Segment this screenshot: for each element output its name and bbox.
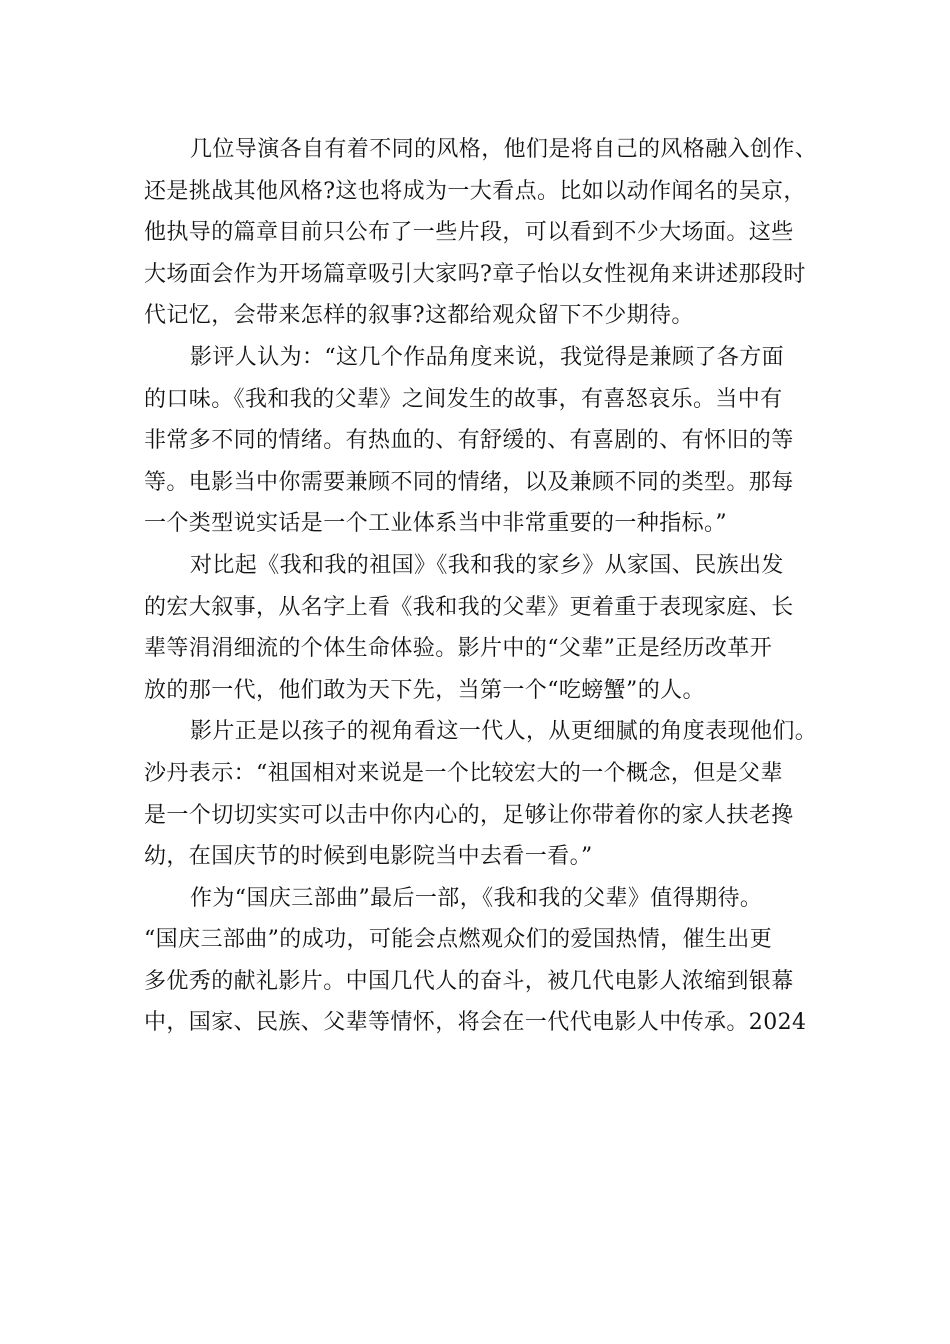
text-line: 中，国家、民族、父辈等情怀，将会在一代代电影人中传承。2024 bbox=[144, 1010, 807, 1036]
text-line: 多优秀的献礼影片。中国几代人的奋斗，被几代电影人浓缩到银幕 bbox=[144, 968, 794, 994]
text-line: 他执导的篇章目前只公布了一些片段，可以看到不少大场面。这些 bbox=[144, 220, 794, 246]
text-line: 幼，在国庆节的时候到电影院当中去看一看。” bbox=[144, 844, 593, 870]
paragraph-first-line: 作为“国庆三部曲”最后一部，《我和我的父辈》值得期待。 bbox=[190, 885, 763, 911]
paragraph-first-line: 影片正是以孩子的视角看这一代人，从更细腻的角度表现他们。 bbox=[190, 719, 818, 745]
text-line: 的宏大叙事，从名字上看《我和我的父辈》更着重于表现家庭、长 bbox=[144, 594, 794, 620]
article-body bbox=[144, 129, 824, 1044]
text-line: 非常多不同的情绪。有热血的、有舒缓的、有喜剧的、有怀旧的等 bbox=[144, 428, 794, 454]
text-line: 还是挑战其他风格?这也将成为一大看点。比如以动作闻名的吴京， bbox=[144, 178, 806, 204]
text-line: 放的那一代，他们敢为天下先，当第一个“吃螃蟹”的人。 bbox=[144, 677, 705, 703]
text-line: 代记忆，会带来怎样的叙事?这都给观众留下不少期待。 bbox=[144, 303, 694, 329]
text-line: 辈等涓涓细流的个体生命体验。影片中的“父辈”正是经历改革开 bbox=[144, 636, 773, 662]
paragraph-first-line: 影评人认为：“这几个作品角度来说，我觉得是兼顾了各方面 bbox=[190, 344, 785, 370]
text-line: 大场面会作为开场篇章吸引大家吗?章子怡以女性视角来讲述那段时 bbox=[144, 261, 806, 287]
text-line: 的口味。《我和我的父辈》之间发生的故事，有喜怒哀乐。当中有 bbox=[144, 386, 783, 412]
text-line: “国庆三部曲”的成功，可能会点燃观众们的爱国热情，催生出更 bbox=[144, 927, 773, 953]
text-line: 一个类型说实话是一个工业体系当中非常重要的一种指标。” bbox=[144, 511, 728, 537]
text-line: 是一个切切实实可以击中你内心的，足够让你带着你的家人扶老搀 bbox=[144, 802, 794, 828]
paragraph-first-line: 几位导演各自有着不同的风格，他们是将自己的风格融入创作、 bbox=[190, 137, 818, 162]
paragraph-first-line: 对比起《我和我的祖国》《我和我的家乡》从家国、民族出发 bbox=[190, 552, 784, 578]
text-line: 等。电影当中你需要兼顾不同的情绪，以及兼顾不同的类型。那每 bbox=[144, 469, 794, 495]
text-line: 沙丹表示：“祖国相对来说是一个比较宏大的一个概念，但是父辈 bbox=[144, 760, 783, 786]
